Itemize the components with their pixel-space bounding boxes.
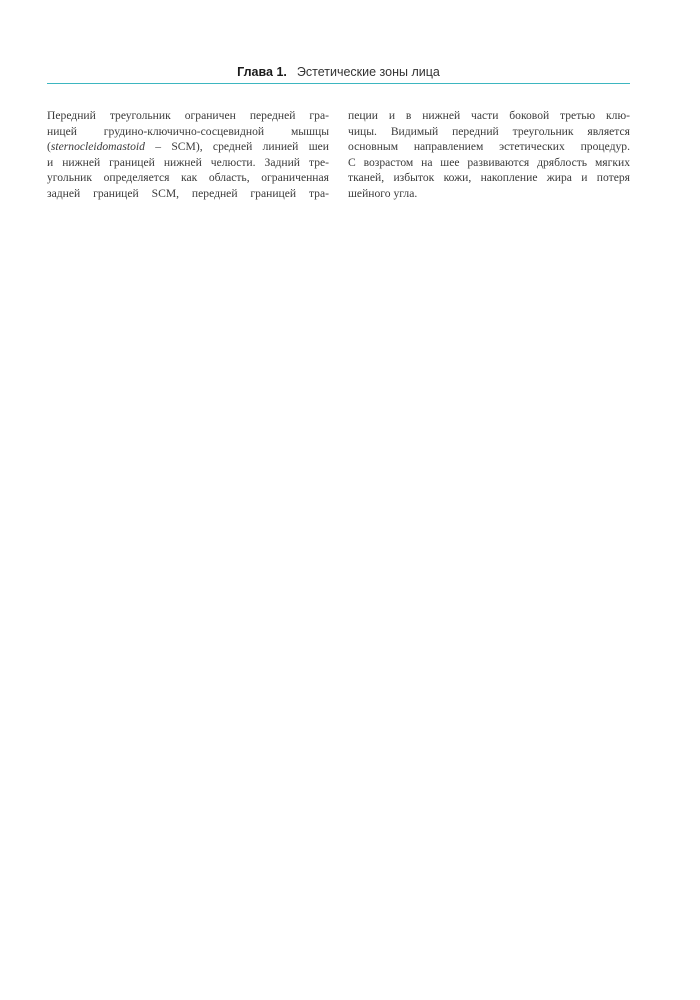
body-line: пеции и в нижней части боковой третью клю- xyxy=(348,109,630,122)
body-line: шейного угла. xyxy=(348,186,418,200)
body-line: задней границей SCM, передней границей тра- xyxy=(47,186,329,200)
body-line: ницей грудино-ключично-сосцевидной мышцы xyxy=(47,124,329,138)
paren-open: ( xyxy=(47,140,51,154)
body-line-with-term xyxy=(47,139,329,155)
body-line: Передний треугольник ограничен передней гра- xyxy=(47,109,329,122)
body-line: С возрастом на шее развиваются дряблость мягких xyxy=(348,155,630,169)
body-column-right xyxy=(348,108,630,202)
chapter-label: Глава 1. xyxy=(237,65,287,79)
body-line: основным направлением эстетических процедур. xyxy=(348,140,630,154)
chapter-title: Эстетические зоны лица xyxy=(296,65,440,79)
body-column-left xyxy=(47,108,329,202)
body-line: тканей, избыток кожи, накопление жира и потеря xyxy=(348,171,630,185)
latin-term: sternocleidomastoid xyxy=(50,140,145,154)
header-rule xyxy=(47,83,630,84)
body-line: угольник определяется как область, ограниченная xyxy=(47,171,329,185)
line-rest: – SCM), средней линией шеи xyxy=(144,140,329,154)
running-header xyxy=(47,64,630,80)
body-line: и нижней границей нижней челюсти. Задний тре- xyxy=(47,155,329,169)
body-line: чицы. Видимый передний треугольник является xyxy=(348,124,630,138)
